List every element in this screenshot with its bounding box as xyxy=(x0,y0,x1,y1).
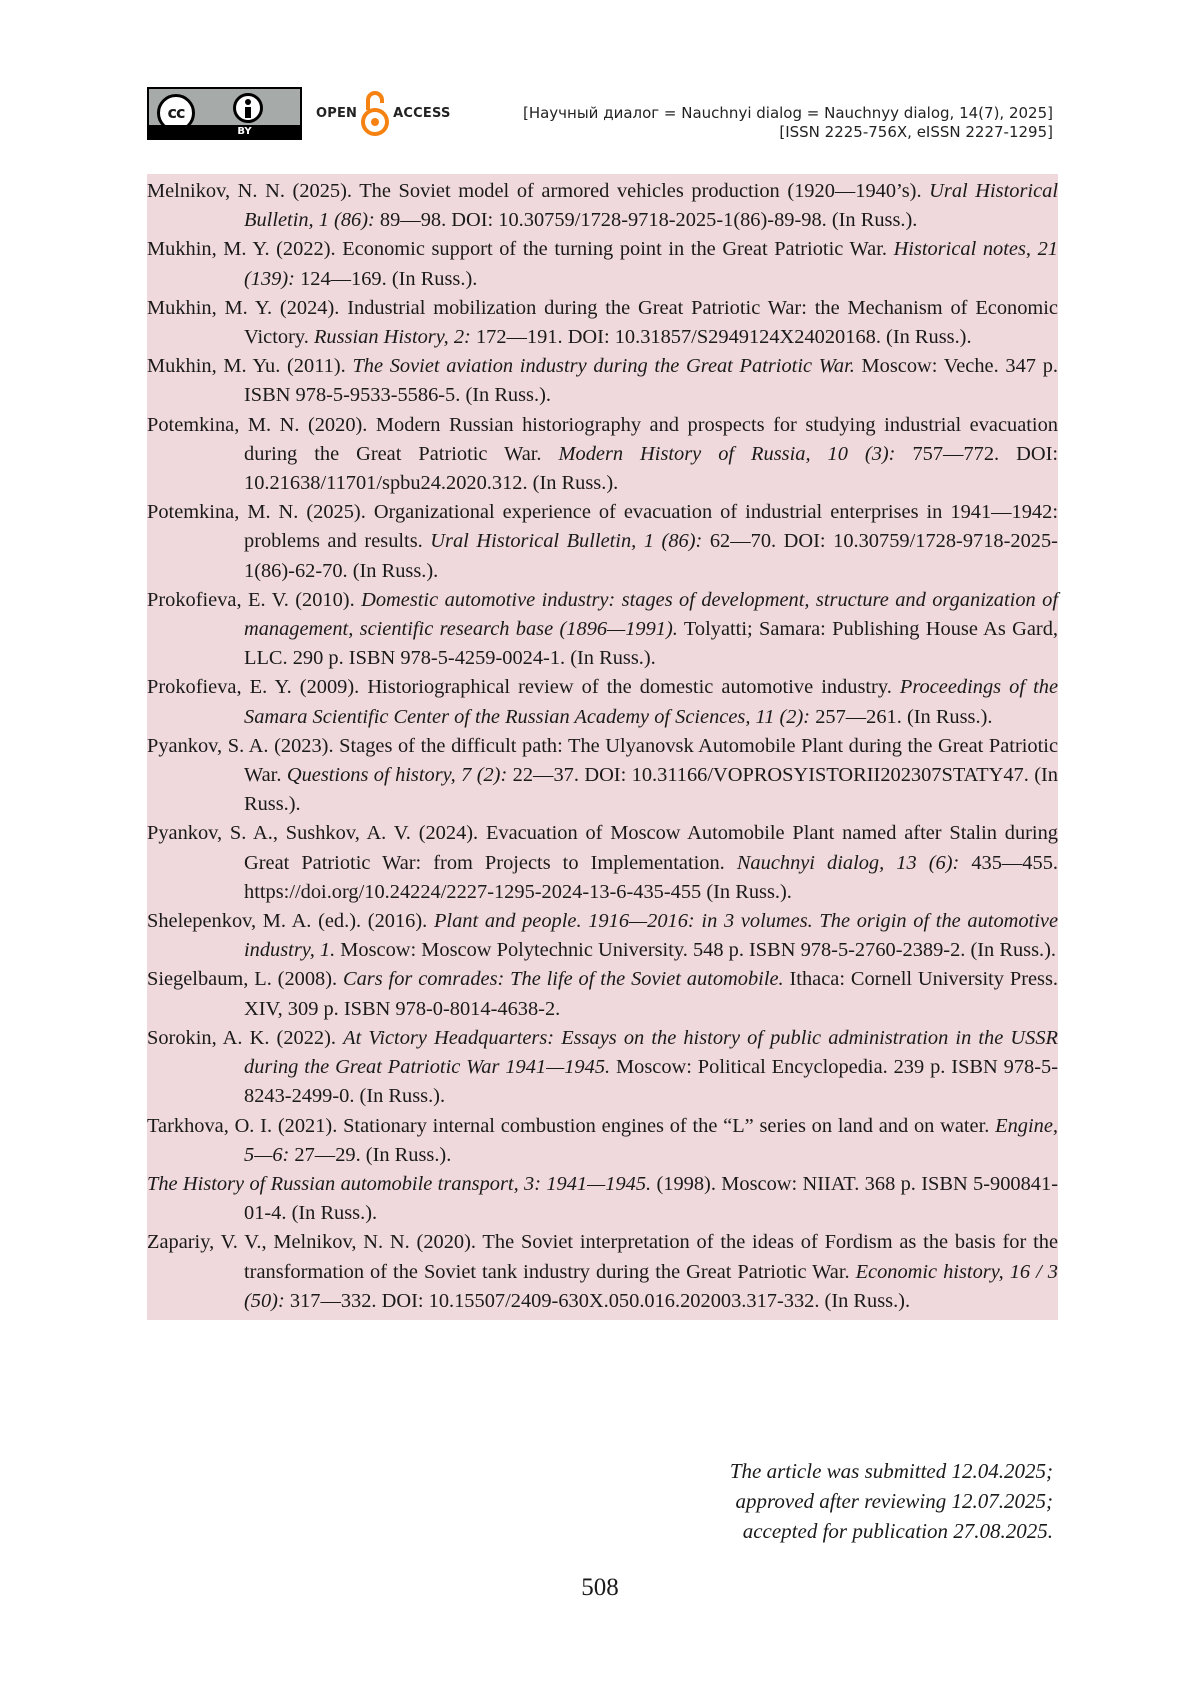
attribution-person-icon xyxy=(233,93,263,123)
reference-text: Prokofieva, E. Y. (2009). Historiographical review of the domestic automotive industry. xyxy=(147,676,900,699)
reference-text: Potemkina, M. N. (2020). Modern Russian historiography and prospects for studying industrial evacuation during the Great Patriotic War. xyxy=(147,413,1058,465)
reference-text: Siegelbaum, L. (2008). xyxy=(147,968,344,991)
reference-text: Tarkhova, O. I. (2021). Stationary internal combustion engines of the “L” series on land and on water. xyxy=(147,1114,996,1137)
reference-source-title: Modern History of Russia, 10 (3): xyxy=(558,442,896,465)
reference-source-title: Ural Historical Bulletin, 1 (86): xyxy=(430,530,703,553)
reference-source-title: Russian History, 2: xyxy=(313,326,471,349)
reference-entry xyxy=(147,411,1058,499)
reference-entry xyxy=(147,1170,1058,1228)
reference-entry xyxy=(147,1112,1058,1170)
approved-date: approved after reviewing 12.07.2025; xyxy=(735,1489,1053,1513)
reference-entry xyxy=(147,294,1058,352)
cc-by-license-badge xyxy=(147,87,302,140)
reference-entry xyxy=(147,732,1058,820)
reference-source-title: Historical notes, 21 (139): xyxy=(244,238,1058,290)
cc-icon: cc xyxy=(157,94,195,132)
reference-entry xyxy=(147,819,1058,907)
reference-source-title: Questions of history, 7 (2): xyxy=(286,764,508,787)
reference-details: Ithaca: Cornell University Press. XIV, 309 p. ISBN 978-0-8014-4638-2. xyxy=(244,968,1059,1020)
journal-citation-line: [Научный диалог = Nauchnyi dialog = Nauchnyy dialog, 14(7), 2025] xyxy=(522,104,1053,122)
open-access-right-text: ACCESS xyxy=(393,105,451,121)
reference-text: Shelepenkov, M. A. (ed.). (2016). xyxy=(147,910,434,933)
reference-details: 89—98. DOI: 10.30759/1728-9718-2025-1(86)-89-98. (In Russ.). xyxy=(374,209,918,232)
reference-text: Pyankov, S. A. (2023). Stages of the difficult path: The Ulyanovsk Automobile Plant during the Great Patriotic War. xyxy=(147,734,1058,787)
reference-details: 22—37. DOI: 10.31166/VOPROSYISTORII202307STATY47. (In Russ.). xyxy=(244,764,1058,816)
reference-entry xyxy=(147,235,1058,293)
reference-text: Sorokin, A. K. (2022). xyxy=(147,1026,344,1049)
references-list xyxy=(147,174,1058,1320)
reference-entry xyxy=(147,1024,1058,1112)
reference-details: Moscow: Veche. 347 p. ISBN 978-5-9533-5586-5. (In Russ.). xyxy=(244,355,1058,407)
by-label: BY xyxy=(149,125,300,138)
reference-details: 435—455. https://doi.org/10.24224/2227-1295-2024-13-6-435-455 (In Russ.). xyxy=(244,851,1058,903)
reference-source-title: Proceedings of the Samara Scientific Center of the Russian Academy of Sciences, 11 (2): xyxy=(244,676,1058,728)
open-access-left-text: OPEN xyxy=(316,105,358,121)
reference-text: Mukhin, M. Yu. (2011). xyxy=(147,355,353,378)
reference-details: Moscow: Moscow Polytechnic University. 548 p. ISBN 978-5-2760-2389-2. (In Russ.). xyxy=(335,939,1056,962)
reference-details: 257—261. (In Russ.). xyxy=(810,705,993,728)
reference-text: Mukhin, M. Y. (2024). Industrial mobilization during the Great Patriotic War: the Mechanism of Economic Victory. xyxy=(147,296,1058,349)
reference-entry xyxy=(147,498,1058,586)
reference-source-title: At Victory Headquarters: Essays on the history of public administration in the USSR during the Great Patriotic War 1941—1945. xyxy=(244,1026,1058,1079)
reference-entry xyxy=(147,673,1058,731)
issn-line: [ISSN 2225-756X, eISSN 2227-1295] xyxy=(779,123,1053,141)
reference-source-title: Economic history, 16 / 3 (50): xyxy=(244,1260,1058,1312)
open-lock-icon xyxy=(361,88,389,138)
reference-source-title: Domestic automotive industry: stages of development, structure and organization of management, scientific research base (1896—1991). xyxy=(244,588,1058,641)
page-number: 508 xyxy=(581,1574,619,1601)
reference-entry xyxy=(147,352,1058,410)
reference-details: 757—772. DOI: 10.21638/11701/spbu24.2020.312. (In Russ.). xyxy=(244,442,1059,495)
reference-details: 317—332. DOI: 10.15507/2409-630X.050.016.202003.317-332. (In Russ.). xyxy=(284,1289,911,1312)
submitted-date: The article was submitted 12.04.2025; xyxy=(729,1459,1053,1483)
reference-text: Mukhin, M. Y. (2022). Economic support of the turning point in the Great Patriotic War. xyxy=(147,238,894,261)
reference-source-title: Plant and people. 1916—2016: in 3 volumes. The origin of the automotive industry, 1. xyxy=(244,910,1058,962)
reference-text: Melnikov, N. N. (2025). The Soviet model of armored vehicles production (1920—1940’s). xyxy=(147,180,930,202)
article-dates xyxy=(730,1456,1053,1546)
reference-details: Tolyatti; Samara: Publishing House As Gard, LLC. 290 p. ISBN 978-5-4259-0024-1. (In Russ.). xyxy=(244,618,1058,670)
open-access-logo xyxy=(316,86,451,140)
reference-details: 27—29. (In Russ.). xyxy=(289,1143,452,1166)
reference-details: Moscow: Political Encyclopedia. 239 p. ISBN 978-5-8243-2499-0. (In Russ.). xyxy=(244,1056,1058,1108)
reference-details: 124—169. (In Russ.). xyxy=(294,267,478,290)
reference-entry xyxy=(147,965,1058,1023)
reference-entry xyxy=(147,907,1058,965)
reference-text: Pyankov, S. A., Sushkov, A. V. (2024). Evacuation of Moscow Automobile Plant named after Stalin during Great Patriotic War: from Projects to Implementation. xyxy=(147,822,1058,874)
reference-source-title: Engine, 5—6: xyxy=(244,1114,1058,1166)
reference-entry xyxy=(147,1228,1058,1316)
reference-entry xyxy=(147,177,1058,235)
accepted-date: accepted for publication 27.08.2025. xyxy=(742,1519,1053,1543)
reference-source-title: Cars for comrades: The life of the Soviet automobile. xyxy=(343,968,784,991)
reference-details: 172—191. DOI: 10.31857/S2949124X24020168. (In Russ.). xyxy=(470,326,972,349)
reference-source-title: The Soviet aviation industry during the Great Patriotic War. xyxy=(352,355,855,378)
journal-meta xyxy=(523,104,1053,142)
reference-details: (1998). Moscow: NIIAT. 368 p. ISBN 5-900841-01-4. (In Russ.). xyxy=(244,1172,1058,1225)
reference-source-title: Ural Historical Bulletin, 1 (86): xyxy=(244,180,1058,232)
reference-details: 62—70. DOI: 10.30759/1728-9718-2025-1(86)-62-70. (In Russ.). xyxy=(244,530,1058,582)
reference-source-title: Nauchnyi dialog, 13 (6): xyxy=(736,851,960,874)
reference-source-title: The History of Russian automobile transport, 3: 1941—1945. xyxy=(147,1172,652,1195)
reference-entry xyxy=(147,586,1058,674)
reference-text: Prokofieva, E. V. (2010). xyxy=(147,588,362,611)
reference-text: Potemkina, M. N. (2025). Organizational experience of evacuation of industrial enterprises in 1941—1942: problems and results. xyxy=(147,501,1058,553)
reference-text: Zapariy, V. V., Melnikov, N. N. (2020). The Soviet interpretation of the ideas of Fordism as the basis for the transformation of the Soviet tank industry during the Great Patriotic War. xyxy=(147,1231,1058,1283)
